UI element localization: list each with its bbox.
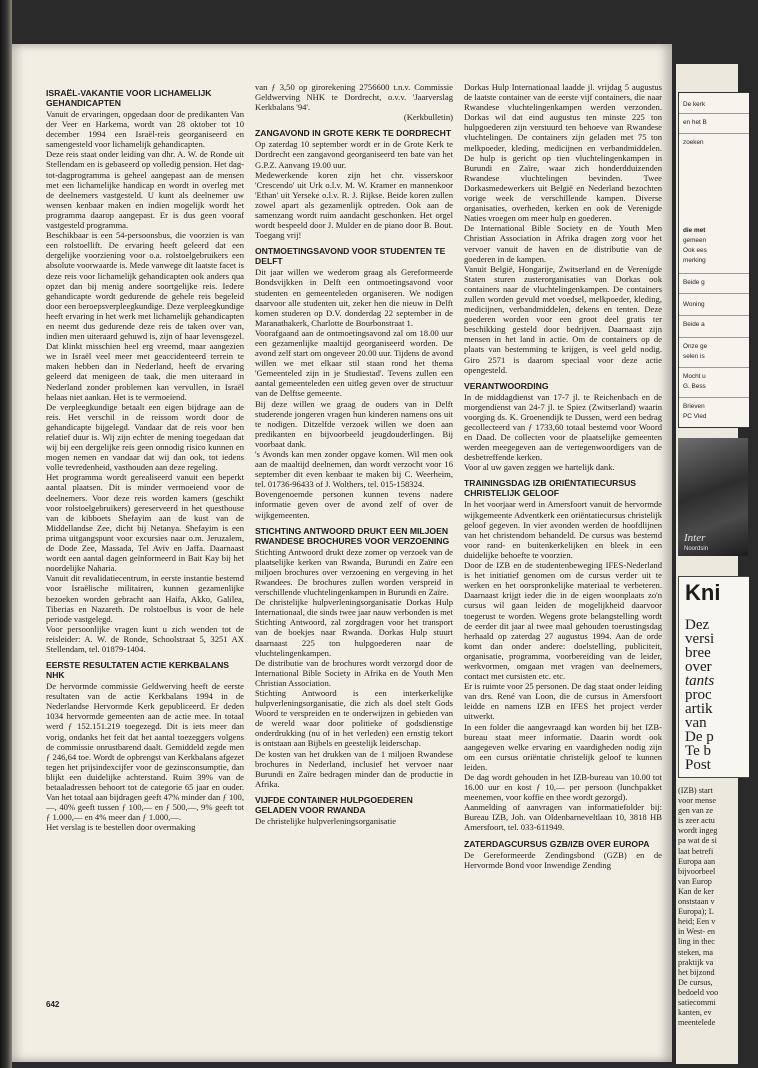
article-paragraph: Deze reis staat onder leiding van dhr. A. W. de Ronde uit Stellendam en is gebaseerd op volledig pension. Het dag-tot-dagprogramma is geheel aangepast aan de mensen met een lichamelijke handicap en wordt in overleg met de deelnemers vastgesteld. U kunt als deelnemer uw wensen kenbaar maken en indien mogelijk wordt het programma daarop aangepast. Er is dus geen vooraf vastgesteld programma. — [46, 149, 244, 231]
ad-text-line: artik — [685, 701, 713, 717]
info-box-line: De kerk — [683, 101, 706, 108]
photo-script-text: Inter — [684, 532, 706, 544]
article-heading: VIJFDE CONTAINER HULPGOEDEREN GELADEN VOOR RWANDA — [255, 794, 413, 815]
column-middle — [255, 82, 453, 826]
info-box — [678, 92, 749, 428]
article-paragraph: Medewerkende koren zijn het chr. visserskoor 'Crescendo' uit Urk o.l.v. M. W. Kramer en mannenkoor 'Ethan' uit Yerseke o.l.v. R. J. Rijkse. Beide koren zullen zowel apart als gezamenlijk optreden. Ook aan de samenzang wordt ruim aandacht geschonken. Het orgel wordt bespeeld door J. Mulder en de piano door B. Bout. Toegang vrij! — [255, 169, 453, 241]
book-spine — [0, 0, 12, 1068]
article-paragraph: In de middagdienst van 17-7 jl. te Reichenbach en de morgendienst van 24-7 jl. te Spiez (Zwitserland) waarin voorging ds. K. Groenendijk te Dussen, werd een bedrag gecollecteerd van ƒ 1733,60 totaal bestemd voor Woord en Daad. De collecten voor de plaatselijke gemeenten werden meegegeven aan de vertegenwoordigers van de desbetreffende kerken. — [464, 391, 662, 463]
adjacent-text-line: het bijzond — [678, 967, 715, 977]
article-heading: STICHTING ANTWOORD DRUKT EEN MILJOEN RWANDESE BROCHURES VOOR VERZOENING — [255, 525, 450, 546]
adjacent-text-line: heid; Een v — [678, 917, 716, 927]
article-paragraph: Vanuit de ervaringen, opgedaan door de predikanten Van der Veer en Harkema, wordt van 28 oktober tot 10 december 1994 een Israël-reis georganiseerd en samengesteld voor lichamelijk gehandicapten. — [46, 109, 244, 150]
adjacent-text-line: Kan de ker — [678, 886, 714, 896]
article-paragraph: Dorkas Hulp Internationaal laadde jl. vrijdag 5 augustus de laatste container van de eerste vijf containers, die naar Rwandese vluchtelingenkampen werden verzonden. Dorkas wil dat eind augustus ten minste 225 ton hulpgoederen zijn verstuurd ten behoeve van Rwandese vluchtelingen. De containers zijn geladen met 75 ton melkpoeder, kleding, medicijnen en verbandmiddelen. De hulp is gericht op tien vluchtelingenkampen in Burundi en Zaïre, waar zich honderdduizenden Rwandese vluchtelingen bevinden. Twee Dorkasmedewerkers uit België en Nederland bezochten vorige week de verschillende kampen. Diverse organisaties, overheden, kerken en ook de Verenigde Naties vroegen om meer hulp en goederen. — [464, 82, 662, 224]
column-right — [464, 82, 662, 1042]
adjacent-text-line: kanten, ev — [678, 1008, 712, 1018]
adjacent-text-column — [678, 786, 758, 1028]
article-paragraph: Bovengenoemde personen kunnen tevens nadere informatie geven over de avond zelf of over de wijkgemeenten. — [255, 489, 453, 520]
info-box-line: G. Bess — [683, 383, 706, 390]
adjacent-text-line: meentelede — [678, 1018, 716, 1028]
ad-text-line: versi — [685, 631, 715, 647]
article-heading: ISRAËL-VAKANTIE VOOR LICHAMELIJK GEHANDICAPTEN — [46, 88, 212, 108]
article-paragraph: De christelijke hulpverleningsorganisatie Dorkas Hulp Internationaal, die sinds twee jaar nauw verbonden is met Stichting Antwoord, zal zorgdragen voor het transport van de boekjes naar Rwanda. Dorkas Hulp stuurt daarnaast 225 ton hulpgoederen naar de vluchtelingenkampen. — [255, 597, 453, 658]
article-paragraph: De distributie van de brochures wordt verzorgd door de International Bible Society in Afrika en de Youth Men Christian Association. — [255, 657, 453, 688]
ad-text-line: De p — [685, 729, 714, 745]
article-heading: ONTMOETINGSAVOND VOOR STUDENTEN TE DELFT — [255, 246, 446, 267]
adjacent-text-line: pa wat de si — [678, 836, 717, 846]
article-paragraph: Dit jaar willen we wederom graag als Gereformeerde Bondsvijkken in Delft een ontmoetingsavond voor studenten en gemeenteleden organiseren. We nodigen daarvoor alle studenten uit, zeker hen die nieuw in Delft komen studeren op D.V. donderdag 22 september in de Maranathakerk, Charlotte de Bourbonstraat 1. — [255, 267, 453, 328]
info-box-divider — [679, 113, 749, 114]
article-paragraph: In een folder die aangevraagd kan worden bij het IZB-bureau staat meer informatie. Daarin wordt ook aangegeven welke ervaring en vaardigheden nodig zijn om een cursus oriëntatie christelijk geloof te kunnen leiden. — [464, 721, 662, 772]
article-paragraph: Voorafgaand aan de ontmoetingsavond zal om 18.00 uur een gezamenlijke maaltijd georganiseerd worden. De avond zelf start om ongeveer 20.00 uur. Tijdens de avond willen we met elkaar stil staan rond het thema 'Gemeenteled zijn in je Studiestad'. Tevens zullen een aantal gemeenteleden een uitleg geven over de structuur van de Delftse gemeente. — [255, 327, 453, 399]
adjacent-text-line: Europa aan — [678, 856, 716, 866]
info-box-line: Beide a — [683, 321, 705, 328]
ad-text-line: van — [685, 715, 707, 731]
info-box-divider — [679, 315, 749, 316]
adjacent-text-line: steken, ma — [678, 947, 714, 957]
article-paragraph: De verpleegkundige betaalt een eigen bijdrage aan de reis. Het verschil in de reissom wordt door de gehandicapte bijgelegd. Vandaar dat de reis voor hen relatief duur is. Wij zijn echter de mening toegedaan dat wij bij een dergelijke reis geen onnodig risico kunnen en mogen nemen en vandaar dat wij dan ook, tot iedens volle tevredenheid, vasthouden aan deze regeling. — [46, 401, 244, 473]
info-box-line: Mocht u — [683, 373, 706, 380]
info-box-divider — [679, 273, 749, 274]
article-paragraph: De dag wordt gehouden in het IZB-bureau van 10.00 tot 16.00 uur en kost ƒ 10,— per persoon (lunchpakket meenemen, voor koffie en thee wordt gezorgd). — [464, 772, 662, 803]
info-box-line: gemeen — [683, 237, 707, 244]
adjacent-text-line: (IZB) start — [678, 786, 713, 795]
info-box-line: merking — [683, 257, 706, 264]
article-paragraph: Het verslag is te bestellen door overmaking — [46, 822, 196, 833]
adjacent-text-line: bijvoorbeel — [678, 866, 716, 876]
ad-text-line: over — [685, 659, 712, 675]
article-source: (Kerkbulletin) — [403, 112, 453, 123]
adjacent-text-line: is zeer actu — [678, 816, 715, 826]
info-box-line: Beide g — [683, 279, 705, 286]
article-paragraph: 's Avonds kan men zonder opgave komen. Wil men ook aan de maaltijd deelnemen, dan wordt verzocht voor 16 september dit even kenbaar te maken bij C. Weerheim, tel. 01736-96433 of J. Wolthers, tel. 015-158324. — [255, 449, 453, 490]
photo-caption: Noordsin — [684, 546, 709, 552]
ad-text-line: Te b — [685, 743, 712, 759]
article-paragraph: Voor persoonlijke vragen kunt u zich wenden tot de reisleider: A. W. de Ronde, Schoolstraat 5, 3251 AX Stellendam, tel. 01879-1404. — [46, 623, 244, 654]
magazine-page — [12, 44, 672, 1062]
ad-text-line: tants — [685, 673, 715, 689]
article-paragraph: Op zaterdag 10 september wordt er in de Grote Kerk te Dordrecht een zangavond georganiseerd ten bate van het G.P.Z. Aanvang 19.00 uur. — [255, 139, 453, 170]
adjacent-text-line: gen van ze — [678, 806, 714, 816]
info-box-line: PC Vled — [683, 413, 707, 420]
adjacent-text-line: De cursus, — [678, 977, 713, 987]
adjacent-text-line: praktijk va — [678, 957, 714, 967]
info-box-line: Brieven — [683, 403, 705, 410]
info-box-line: selen is — [683, 353, 705, 360]
article-paragraph: Het programma wordt gerealiseerd vanuit een beperkt aantal plaatsen. Dit is minder vermoeiend voor de deelnemers. Voor deze reis worden kamers (geschikt voor rolstoelgebruikers) gereserveerd in het questhouse van de kibboets Shefayim aan de kust van de Middellandse Zee, dicht bij Netanya. Shefayim is een prima uitgangspunt voor excursies naar o.m. Jeruzalem, de Dode Zee, Massada, Tel Aviv en Jaffa. Daarnaast wordt een aantal dagen geïnformeerd in Bait Kay bij het noordelijke Naharia. — [46, 472, 244, 574]
article-paragraph: De International Bible Society en de Youth Men Christian Association in Afrika dragen zorg voor het vervoer vanuit de haven en de distributie van de goederen in de kampen. — [464, 223, 662, 264]
adjacent-text-line: ling in thec — [678, 937, 715, 947]
adjacent-text-line: satiecommi — [678, 997, 716, 1007]
column-left — [46, 82, 244, 1042]
article-paragraph: Voor al uw gaven zeggen we hartelijk dank. — [464, 462, 615, 473]
article-paragraph: Vanuit dit revalidatiecentrum, in eerste instantie bestemd voor Israëlische militairen, kunnen gezamenlijke bezoeken worden gebracht aan Haifa, Akko, Galilea, Tiberias en Nazareth. De rolstoelbus is voor de hele periode vastgelegd. — [46, 573, 244, 624]
adjacent-text-line: bedoeld voo — [678, 987, 719, 997]
article-paragraph: Stichting Antwoord drukt deze zomer op verzoek van de plaatselijke kerken van Rwanda, Burundi en Zaïre een miljoen brochures over verzoening en vergeving in het Rwandees. De brochures zullen worden verspreid in verschillende vluchtelingenkampen in Burundi en Zaïre. — [255, 546, 453, 598]
info-box-line: Onze ge — [683, 343, 708, 350]
info-box-divider — [679, 397, 749, 398]
article-paragraph: Er is ruimte voor 25 personen. De dag staat onder leiding van drs. René van Loon, die de cursus in Amersfoort leidde en namens IZB en IFES het project verder uitwerkt. — [464, 681, 662, 722]
info-box-line: en het B — [683, 119, 707, 126]
adjacent-text-line: voor mense — [678, 796, 716, 806]
photo — [678, 438, 748, 556]
info-box-line: die met — [683, 227, 706, 234]
adjacent-text-line: wordt ingeg — [678, 826, 718, 836]
adjacent-text-line: laat betrefi — [678, 846, 714, 856]
adjacent-text-line: Europa); L — [678, 907, 714, 917]
article-paragraph: Aanmelding of aanvragen van informatiefolder bij: Bureau IZB, Joh. van Oldenbarneveltlaan 10, 3818 HB Amersfoort, tel. 033-611949. — [464, 802, 662, 833]
article-paragraph: Vanuit België, Hongarije, Zwitserland en de Verenigde Staten sturen zusterorganisaties van Dorkas ook containers naar de vluchtelingenkampen. De containers zullen worden gevuld met voedsel, melkpoeder, kleding, medicijnen, verbandmiddelen, dekens en tenten. Deze goederen worden voor een groot deel gratis ter beschikking gesteld door bedrijven. Daarnaast zijn mensen in het land in actie. Om de containers op de plaats van bestemming te krijgen, is veel geld nodig. Giro 2571 is daarom speciaal voor deze actie opengesteld. — [464, 263, 662, 375]
article-paragraph: De christelijke hulpverleningsorganisatie — [255, 815, 397, 826]
advertisement-box — [678, 576, 749, 778]
article-heading: ZATERDAGCURSUS GZB/IZB OVER EUROPA — [464, 838, 650, 849]
article-paragraph: Door de IZB en de studentenbeweging IFES-Nederland is het initiatief genomen om de cursus verder uit te werken en het oorspronkelijke materiaal te verbeteren. Daarnaast krijgt ieder die in de eigen woonplaats zo'n cursus wil gaan leiden de mogelijkheid daarvoor toegerust te worden. Wegens grote belangstelling wordt de eerder dit jaar al twee maal gehouden toerustingsdag herhaald op zaterdag 27 augustus 1994. Aan de orde komt dan onder andere: doelstelling, publiciteit, organisatie, programma, voorbereiding van de leider, werkvormen, omgaan met vragen van deelnemers, contact met cursisten etc. etc. — [464, 560, 662, 682]
article-heading: EERSTE RESULTATEN ACTIE KERKBALANS NHK — [46, 660, 230, 681]
article-paragraph: In het voorjaar werd in Amersfoort vanuit de hervormde wijkgemeente Adventkerk een oriëntatiecursus christelijk geloof gegeven. In vier avonden werden de hoofdlijnen van het christendom behandeld. De cursus was bestemd voor rand- en buitenkerkelijken en bleek in een duidelijke behoefte te voorzien. — [464, 499, 662, 560]
article-heading: TRAININGSDAG IZB ORIËNTATIECURSUS CHRISTELIJK GELOOF — [464, 478, 637, 499]
info-box-line: Woning — [683, 301, 705, 308]
article-paragraph: Stichting Antwoord is een interkerkelijke hulpverleningsorganisatie, die zich als doel stelt Gods Woord te verspreiden en te onderwijzen in gebieden van de wereld waar door politieke of godsdienstige onderdrukking (nu of in het verleden) een ernstig tekort is ontstaan aan Bijbels en geestelijk leiderschap. — [255, 687, 453, 749]
adjacent-text-line: van Europ — [678, 876, 712, 886]
article-heading: ZANGAVOND IN GROTE KERK TE DORDRECHT — [255, 128, 452, 139]
ad-text-line: Post — [685, 757, 711, 773]
info-box-line: Ook ees — [683, 247, 707, 254]
article-paragraph: van ƒ 3,50 op girorekening 2756600 t.n.v. Commissie Geldwerving NHK te Dordrecht, o.v.v. 'Jaarverslag Kerkbalans '94'. — [255, 82, 453, 113]
info-box-divider — [679, 367, 749, 368]
page-number: 642 — [46, 1000, 60, 1009]
article-paragraph: Beschikbaar is een 54-persoonsbus, die voorzien is van een rolstoellift. De ervaring heeft geleerd dat een dergelijke voorziening voor o.a. rolstoelgebruikers een absolute voorwaarde is. Mede vanwege dit laatste facet is deze reis voor lichamelijk gehandicapten ook anders qua opzet dan bij menig andere soortgelijke reis. Iedere gehandicapte wordt gedurende de gehele reis begeleid door een beroepsverpleegkundige. Deze verpleegkundige heeft ervaring in het werk met lichamelijk gehandicapten en neemt dus gedurende deze reis de taken over van, indien men uiteraard gehuwd is, zijn of haar levensgezel. Dat klinkt misschien heel erg vreemd, maar aangezien we in Israël veel meer met geaccidenteerd terrein te maken hebben dan in Nederland, heeft de ervaring geleerd dat menigeen de taak, die men uiteraard in Nederland zonder problemen kan vervullen, in Israël helaas niet aankan. Het is te vermoeiend. — [46, 230, 244, 402]
adjacent-page — [676, 64, 738, 1064]
info-box-divider — [679, 133, 749, 134]
info-box-divider — [679, 293, 749, 294]
ad-text-line: bree — [685, 645, 711, 661]
article-paragraph: De kosten van het drukken van de 1 miljoen Rwandese brochures in Nederland, inclusief het vervoer naar Burundi en Zaïre bedragen minder dan de productie in Afrika. — [255, 748, 453, 789]
ad-text-line: Dez — [685, 617, 710, 633]
adjacent-text-line: onststaan v — [678, 897, 715, 907]
article-paragraph: De hervormde commissie Geldwerving heeft de eerste resultaten van de actie Kerkbalans 1994 in de Nederlandse Hervormde Kerk gepubliceerd. Er deden 1034 hervormde gemeenten aan de actie mee. In totaal werd ƒ 152.151.219 toegezegd. Dit is iets meer dan vorig, ondanks het feit dat het aantal toezeggers volgens de commissie onrustbarend daalt. Gemiddeld zegde men ƒ 246,64 toe. Wordt de opbrengst van Kerkbalans afgezet tegen het prijsindexcijfer voor de gezinsconsumptie, dan blijkt een duidelijke achterstand. Ruim 39% van de betaaladressen behoort tot de categorie 65 jaar en ouder. Van het totaal aan bijdragen geeft 47% minder dan ƒ 100,—, 40% geeft tussen ƒ 100,— en ƒ 500,—, 9% geeft tot ƒ 1.000,— en 4% meer dan ƒ 1.000,—. — [46, 681, 244, 823]
article-paragraph: Bij deze willen we graag de ouders van in Delft studerende jongeren vragen hun kinderen namens ons uit te nodigen. Ditzelfde verzoek willen we doen aan predikanten en bijvoorbeeld jeugdouderlingen. Bij voorbaat dank. — [255, 398, 453, 449]
info-box-divider — [679, 337, 749, 338]
ad-text-line: proc — [685, 687, 712, 703]
article-heading: VERANTWOORDING — [464, 380, 549, 391]
ad-text-line: Kni — [685, 580, 721, 605]
article-paragraph: De Gereformeerde Zendingsbond (GZB) en de Hervormde Bond voor Inwendige Zending — [464, 849, 662, 870]
info-box-line: zoeken — [683, 139, 704, 146]
adjacent-text-line: in West- en — [678, 927, 715, 937]
